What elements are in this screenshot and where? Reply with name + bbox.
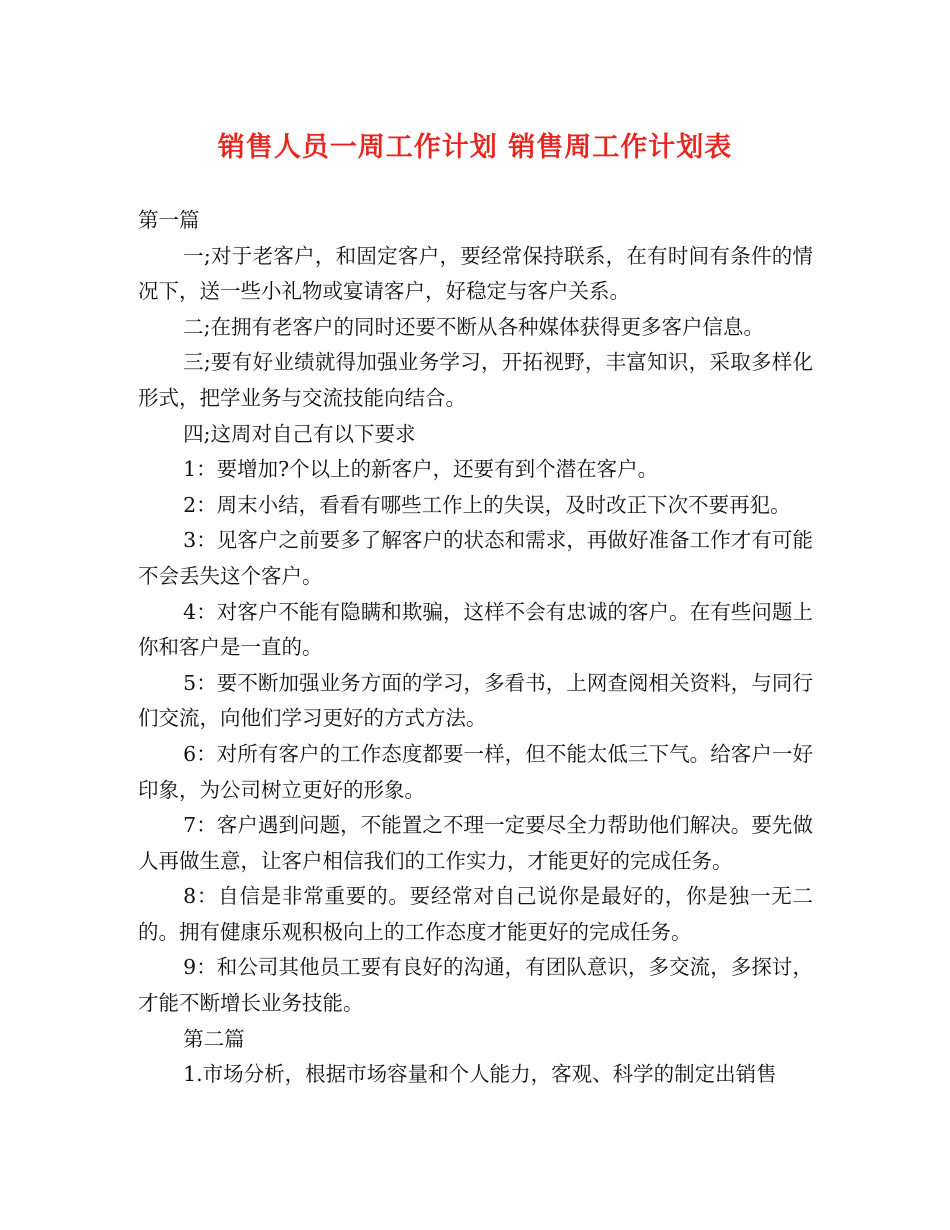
requirement-2: 2：周末小结，看看有哪些工作上的失误，及时改正下次不要再犯。: [183, 492, 791, 517]
requirement-1: 1：要增加?个以上的新客户，还要有到个潜在客户。: [183, 457, 659, 482]
paragraph-item-3: 三;要有好业绩就得加强业务学习，开拓视野，丰富知识，采取多样化形式，把学业务与交流技能向结合。: [138, 350, 813, 410]
requirement-5: 5：要不断加强业务方面的学习，多看书，上网查阅相关资料，与同行们交流，向他们学习更好的方式方法。: [138, 670, 813, 731]
requirement-7: 7：客户遇到问题，不能置之不理一定要尽全力帮助他们解决。要先做人再做生意，让客户相信我们的工作实力，才能更好的完成任务。: [138, 813, 813, 873]
requirement-8: 8：自信是非常重要的。要经常对自己说你是最好的，你是独一无二的。拥有健康乐观积极向上的工作态度才能更好的完成任务。: [138, 884, 813, 944]
paragraph-item-2: 二;在拥有老客户的同时还要不断从各种媒体获得更多客户信息。: [183, 314, 764, 339]
document-body: [138, 203, 813, 1093]
requirement-6: 6：对所有客户的工作态度都要一样，但不能太低三下气。给客户一好印象，为公司树立更好的形象。: [138, 741, 813, 802]
requirement-9: 9：和公司其他员工要有良好的沟通，有团队意识，多交流，多探讨，才能不断增长业务技能。: [138, 955, 813, 1016]
section-heading-first: 第一篇: [138, 208, 200, 232]
section-heading-second: 第二篇: [183, 1026, 245, 1051]
requirement-4: 4：对客户不能有隐瞒和欺骗，这样不会有忠诚的客户。在有些问题上你和客户是一直的。: [138, 599, 813, 660]
paragraph-item-1: 一;对于老客户，和固定客户，要经常保持联系，在有时间有条件的情况下，送一些小礼物或宴请客户，好稳定与客户关系。: [138, 243, 813, 304]
paragraph-market-analysis: 1.市场分析，根据市场容量和个人能力，客观、科学的制定出销售: [183, 1062, 777, 1087]
document-title: 销售人员一周工作计划 销售周工作计划表: [217, 132, 733, 163]
requirement-3: 3：见客户之前要多了解客户的状态和需求，再做好准备工作才有可能不会丢失这个客户。: [138, 528, 813, 588]
paragraph-item-4: 四;这周对自己有以下要求: [183, 421, 416, 446]
